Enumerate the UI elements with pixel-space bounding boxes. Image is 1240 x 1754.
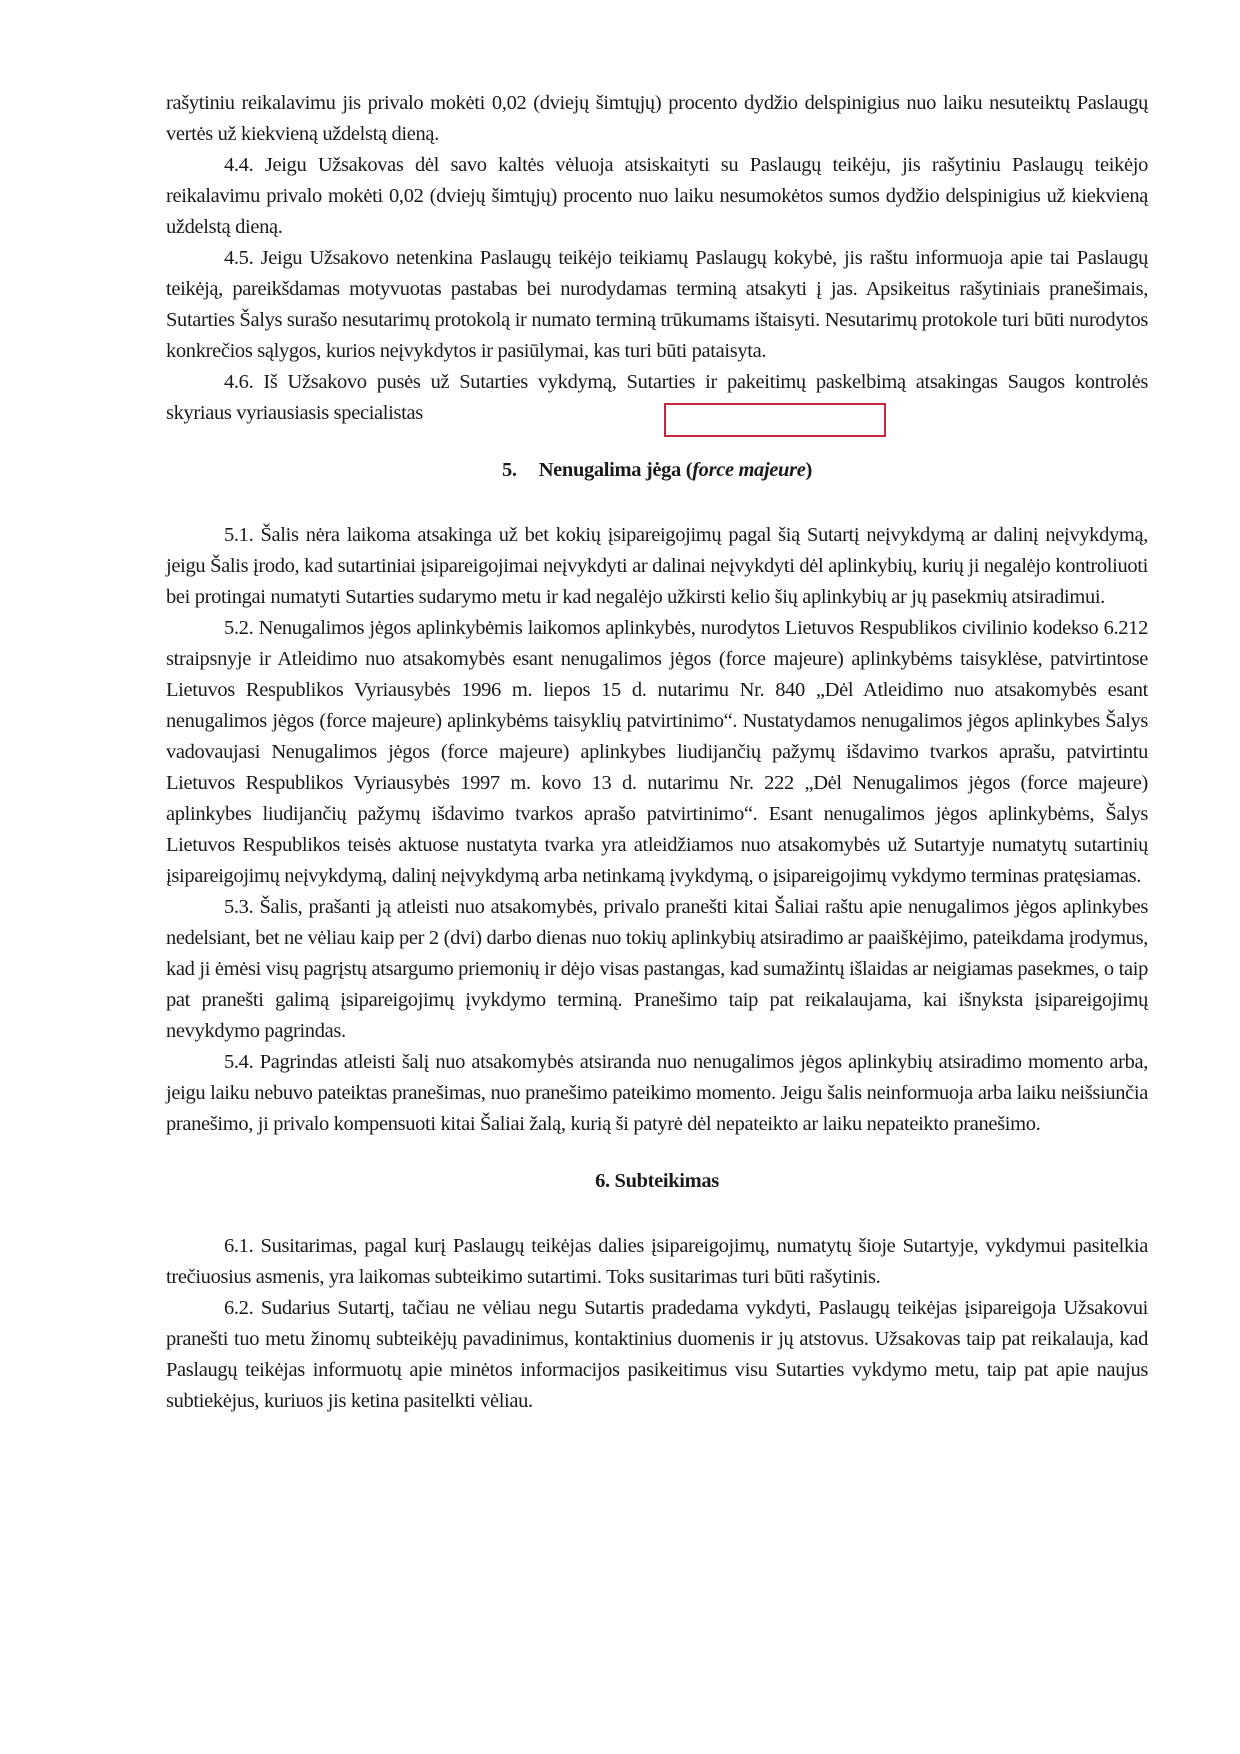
paragraph-6-2: 6.2. Sudarius Sutartį, tačiau ne vėliau negu Sutartis pradedama vykdyti, Paslaugų teikėjas įsipareigoja Užsakovui pranešti tuo metu žinomų subteikėjų pavadinimus, kontaktinius duomenis ir jų atstovus. Užsakovas taip pat reikalauja, kad Paslaugų teikėjas informuotų apie minėtos informacijos pasikeitimus visu Sutarties vykdymo metu, taip pat apie naujus subtiekėjus, kuriuos jis ketina pasitelkti vėliau. bbox=[166, 1297, 1148, 1412]
paragraph-6-1: 6.1. Susitarimas, pagal kurį Paslaugų teikėjas dalies įsipareigojimų, numatytų šioje Sutartyje, vykdymui pasitelkia trečiuosius asmenis, yra laikomas subteikimo sutartimi. Toks susitarimas turi būti rašytinis. bbox=[166, 1235, 1148, 1288]
paragraph-4-6-wrapper bbox=[166, 367, 1148, 429]
section-5-title-close: ) bbox=[805, 459, 812, 481]
paragraph-4-4: 4.4. Jeigu Užsakovas dėl savo kaltės vėluoja atsiskaityti su Paslaugų teikėju, jis rašytiniu Paslaugų teikėjo reikalavimu privalo mokėti 0,02 (dviejų šimtųjų) procento nuo laiku nesumokėtos sumos dydžio delspinigius už kiekvieną uždelstą dieną. bbox=[166, 154, 1148, 238]
document-page bbox=[166, 88, 1148, 1417]
section-5-title: Nenugalima jėga ( bbox=[538, 459, 693, 481]
section-6-heading: 6. Subteikimas bbox=[595, 1170, 719, 1192]
paragraph-4-3-continuation: rašytiniu reikalavimu jis privalo mokėti 0,02 (dviejų šimtųjų) procento dydžio delspinigius nuo laiku nesuteiktų Paslaugų vertės už kiekvieną uždelstą dieną. bbox=[166, 92, 1148, 145]
paragraph-5-1: 5.1. Šalis nėra laikoma atsakinga už bet kokių įsipareigojimų pagal šią Sutartį neįvykdymą ar dalinį neįvykdymą, jeigu Šalis įrodo, kad sutartiniai įsipareigojimai neįvykdyti ar dalinai neįvykdyti dėl aplinkybių, kurių ji negalėjo kontroliuoti bei protingai numatyti Sutarties sudarymo metu ir kad negalėjo užkirsti kelio šių aplinkybių ar jų pasekmių atsiradimui. bbox=[166, 524, 1148, 608]
section-5-title-italic: force majeure bbox=[692, 459, 806, 481]
section-5-heading bbox=[166, 455, 1148, 486]
paragraph-5-2: 5.2. Nenugalimos jėgos aplinkybėmis laikomos aplinkybės, nurodytos Lietuvos Respublikos civilinio kodekso 6.212 straipsnyje ir Atleidimo nuo atsakomybės esant nenugalimos jėgos (force majeure) aplinkybėms taisyklėse, patvirtintose Lietuvos Respublikos Vyriausybės 1996 m. liepos 15 d. nutarimu Nr. 840 „Dėl Atleidimo nuo atsakomybės esant nenugalimos jėgos (force majeure) aplinkybėms taisyklių patvirtinimo“. Nustatydamos nenugalimos jėgos aplinkybes Šalys vadovaujasi Nenugalimos jėgos (force majeure) aplinkybes liudijančių pažymų išdavimo tvarkos aprašu, patvirtintu Lietuvos Respublikos Vyriausybės 1997 m. kovo 13 d. nutarimu Nr. 222 „Dėl Nenugalimos jėgos (force majeure) aplinkybes liudijančių pažymų išdavimo tvarkos aprašo patvirtinimo“. Esant nenugalimos jėgos aplinkybėms, Šalys Lietuvos Respublikos teisės aktuose nustatyta tvarka yra atleidžiamos nuo atsakomybės už Sutartyje numatytų sutartinių įsipareigojimų neįvykdymą, dalinį neįvykdymą arba netinkamą įvykdymą, o įsipareigojimų vykdymo terminas pratęsiamas. bbox=[166, 617, 1148, 887]
paragraph-4-5: 4.5. Jeigu Užsakovo netenkina Paslaugų teikėjo teikiamų Paslaugų kokybė, jis raštu informuoja apie tai Paslaugų teikėją, pareikšdamas motyvuotas pastabas bei nurodydamas terminą atsakyti į jas. Apsikeitus rašytiniais pranešimais, Sutarties Šalys surašo nesutarimų protokolą ir numato terminą trūkumams ištaisyti. Nesutarimų protokole turi būti nurodytos konkrečios sąlygos, kurios neįvykdytos ir pasiūlymai, kas turi būti pataisyta. bbox=[166, 247, 1148, 362]
redacted-name-field[interactable] bbox=[664, 403, 886, 437]
section-5-number: 5. bbox=[502, 459, 517, 481]
paragraph-5-4: 5.4. Pagrindas atleisti šalį nuo atsakomybės atsiranda nuo nenugalimos jėgos aplinkybių atsiradimo momento arba, jeigu laiku nebuvo pateiktas pranešimas, nuo pranešimo pateikimo momento. Jeigu šalis neinformuoja arba laiku neišsiunčia pranešimo, ji privalo kompensuoti kitai Šaliai žalą, kurią ši patyrė dėl nepateikto ar laiku nepateikto pranešimo. bbox=[166, 1051, 1148, 1135]
paragraph-4-6: 4.6. Iš Užsakovo pusės už Sutarties vykdymą, Sutarties ir pakeitimų paskelbimą atsakingas Saugos kontrolės skyriaus vyriausiasis specialistas bbox=[166, 371, 1148, 424]
paragraph-5-3: 5.3. Šalis, prašanti ją atleisti nuo atsakomybės, privalo pranešti kitai Šaliai raštu apie nenugalimos jėgos aplinkybes nedelsiant, bet ne vėliau kaip per 2 (dvi) darbo dienas nuo tokių aplinkybių atsiradimo ar paaiškėjimo, pateikdama įrodymus, kad ji ėmėsi visų pagrįstų atsargumo priemonių ir dėjo visas pastangas, kad sumažintų išlaidas ar neigiamas pasekmes, o taip pat pranešti galimą įsipareigojimų įvykdymo terminą. Pranešimo taip pat reikalaujama, kai išnyksta įsipareigojimų nevykdymo pagrindas. bbox=[166, 896, 1148, 1042]
